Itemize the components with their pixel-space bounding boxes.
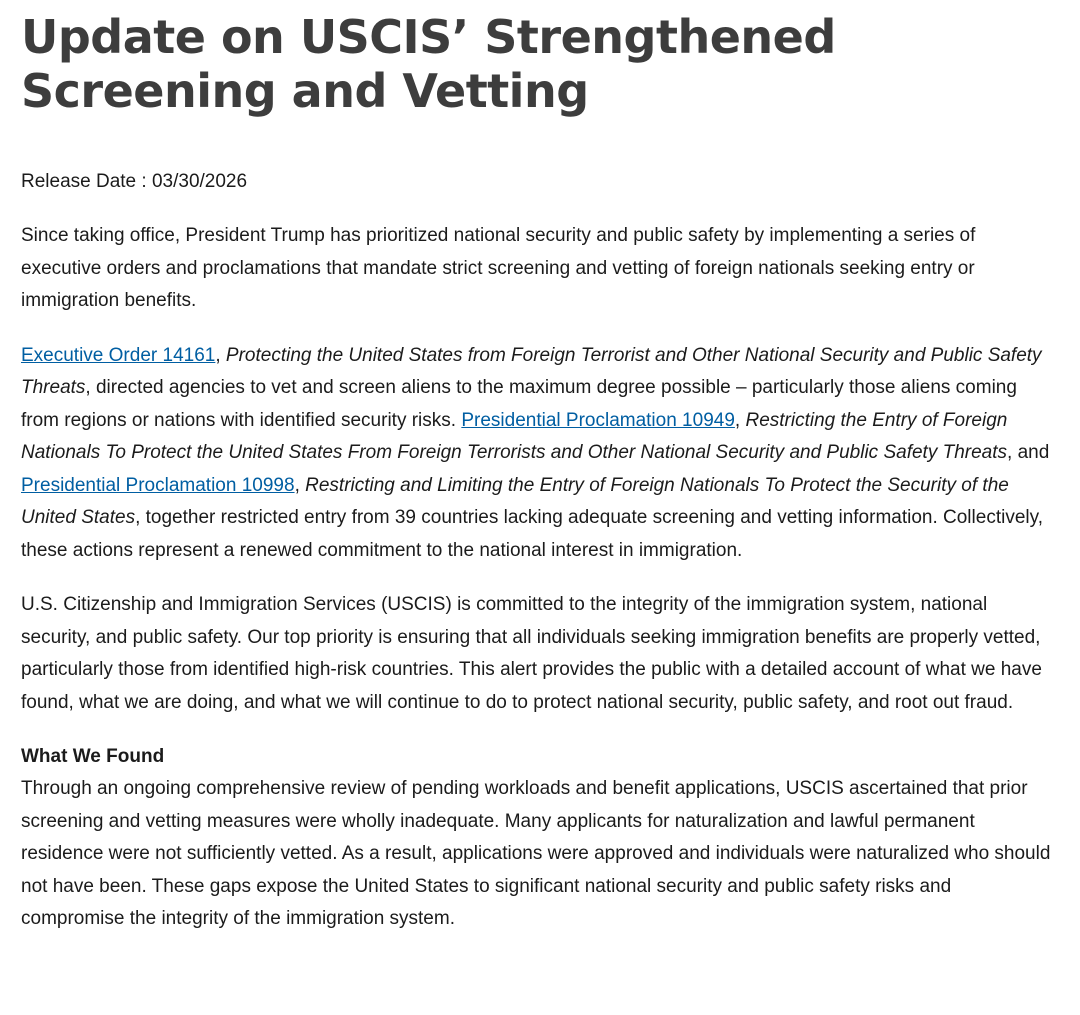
what-we-found-paragraph: Through an ongoing comprehensive review of pending workloads and benefit applications, USCIS ascertained that prior screening and vetting measures were wholly inadequate. Many applicants for naturalization and lawful permanent residence were not sufficiently vetted. As a result, applications were approved and individuals were naturalized who should not have been. These gaps expose the United States to significant national security and public safety risks and compromise the integrity of the immigration system. — [21, 778, 1051, 929]
executive-order-14161-link[interactable]: Executive Order 14161 — [21, 344, 216, 366]
comma-2: , — [734, 409, 746, 431]
comma-1: , — [215, 344, 226, 366]
uscis-paragraph: U.S. Citizenship and Immigration Services (USCIS) is committed to the integrity of the immigration system, national security, and public safety. Our top priority is ensuring that all individuals seeking immigration benefits are properly vetted, particularly those from identified high-risk countries. This alert provides the public with a detailed account of what we have found, what we are doing, and what we will continue to do to protect national security, public safety, and root out fraud. — [21, 594, 1042, 713]
proclamation-10949-link[interactable]: Presidential Proclamation 10949 — [461, 409, 735, 431]
orders-closing-text: , together restricted entry from 39 countries lacking adequate screening and vetting information. Collectively, these actions represent a renewed commitment to the national interest in immigration. — [21, 507, 1043, 561]
proclamation-10998-title: Restricting and Limiting the Entry of Foreign Nationals To Protect the Security of the United States — [21, 474, 1009, 528]
release-date-label: Release Date : — [21, 171, 147, 192]
orders-paragraph — [21, 340, 1059, 568]
and-text: , and — [1007, 442, 1050, 463]
release-date-value: 03/30/2026 — [151, 171, 248, 192]
comma-3: , — [294, 474, 306, 496]
executive-order-text: , directed agencies to vet and screen aliens to the maximum degree possible – particularly those aliens coming from regions or nations with identified security risks. — [21, 377, 1017, 431]
page-title: Update on USCIS’ Strengthened Screening and Vetting — [21, 10, 836, 118]
intro-paragraph: Since taking office, President Trump has prioritized national security and public safety by implementing a series of executive orders and proclamations that mandate strict screening and vetting of foreign nationals seeking entry or immigration benefits. — [21, 225, 976, 311]
proclamation-10949-title: Restricting the Entry of Foreign Nationals To Protect the United States From Foreign Terrorists and Other National Security and Public Safety Threats — [21, 409, 1008, 463]
executive-order-title: Protecting the United States from Foreign Terrorist and Other National Security and Public Safety Threats — [21, 344, 1042, 398]
what-we-found-heading: What We Found — [21, 746, 165, 767]
proclamation-10998-link[interactable]: Presidential Proclamation 10998 — [21, 474, 295, 496]
release-date — [21, 166, 1059, 198]
